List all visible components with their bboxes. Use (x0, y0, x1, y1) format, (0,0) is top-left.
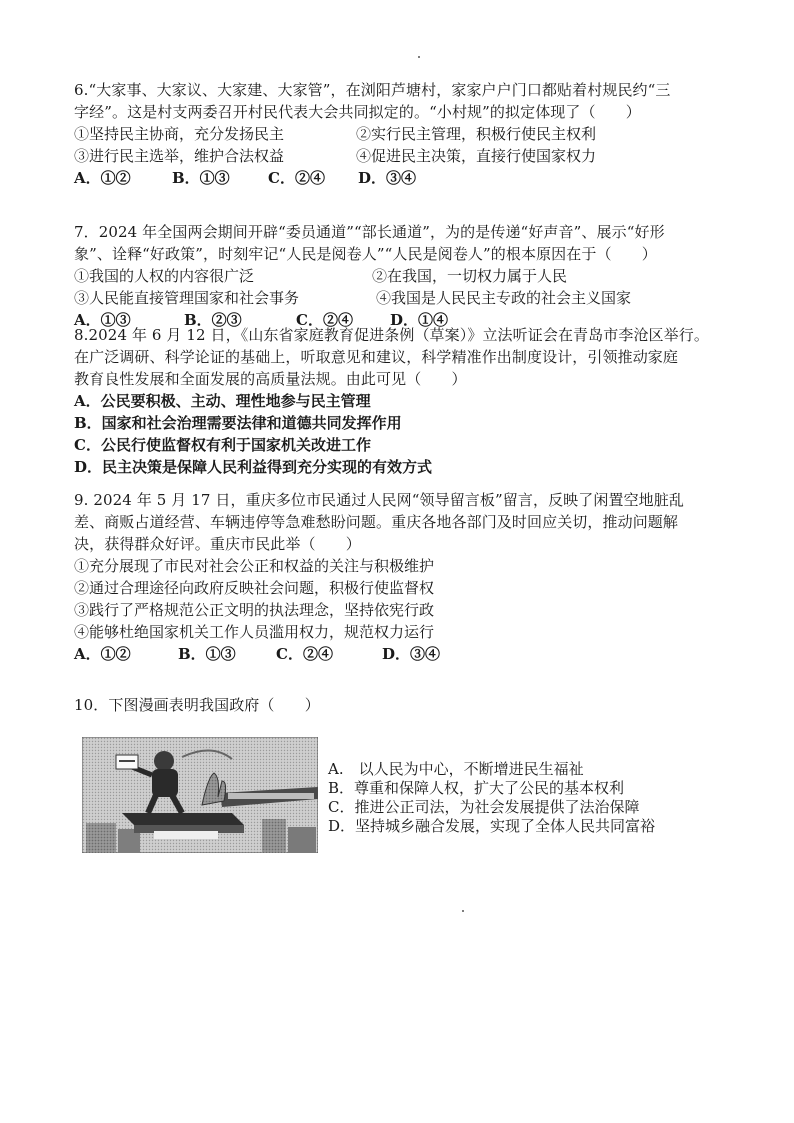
q9-options (74, 643, 734, 665)
cartoon-image (82, 737, 318, 853)
q7-option-b[interactable]: B．②③ (184, 311, 242, 329)
q9-stem-line-1: 9. 2024 年 5 月 17 日，重庆多位市民通过人民网“领导留言板”留言，反映了闲置空地脏乱 (74, 491, 684, 509)
scan-speck (462, 910, 464, 912)
q8-stem-line-2: 在广泛调研、科学论证的基础上，听取意见和建议，科学精准作出制度设计，引领推动家庭 (74, 348, 679, 366)
question-10 (74, 694, 734, 716)
q9-option-d[interactable]: D．③④ (382, 645, 441, 663)
q7-option-c[interactable]: C．②④ (296, 311, 353, 329)
q6-statement-3: ③进行民主选举，维护合法权益 (74, 147, 285, 165)
q7-statement-3: ③人民能直接管理国家和社会事务 (74, 289, 300, 307)
q6-statement-2: ②实行民主管理，积极行使民主权利 (356, 125, 597, 143)
q8-stem-line-1: 8.2024 年 6 月 12 日，《山东省家庭教育促进条例（草案）》立法听证会在青岛市李沧区举行。 (74, 326, 709, 344)
q10-option-d[interactable]: D．坚持城乡融合发展，实现了全体人民共同富裕 (328, 817, 656, 835)
q8-option-a[interactable]: A．公民要积极、主动、理性地参与民主管理 (74, 392, 371, 410)
q8-option-b[interactable]: B．国家和社会治理需要法律和道德共同发挥作用 (74, 414, 402, 432)
q9-stem-line-3: 决，获得群众好评。重庆市民此举（ ） (74, 535, 361, 553)
q7-option-a[interactable]: A．①③ (74, 311, 131, 329)
q6-option-a[interactable]: A．①② (74, 169, 131, 187)
q7-statement-row-1 (74, 265, 734, 287)
q10-option-c[interactable]: C．推进公正司法，为社会发展提供了法治保障 (328, 798, 640, 816)
q6-stem-line-2: 字经”。这是村支两委召开村民代表大会共同拟定的。“小村规”的拟定体现了（ ） (74, 103, 641, 121)
q6-options (74, 167, 734, 189)
q6-statement-1: ①坚持民主协商，充分发扬民主 (74, 125, 285, 143)
q10-stem: 10．下图漫画表明我国政府（ ） (74, 696, 320, 714)
q8-option-d[interactable]: D．民主决策是保障人民利益得到充分实现的有效方式 (74, 458, 433, 476)
q6-option-b[interactable]: B．①③ (172, 169, 230, 187)
q9-statement-3: ③践行了严格规范公正文明的执法理念，坚持依宪行政 (74, 601, 435, 619)
question-8 (74, 324, 734, 478)
q8-stem-line-3: 教育良性发展和全面发展的高质量法规。由此可见（ ） (74, 370, 467, 388)
q7-statement-1: ①我国的人权的内容很广泛 (74, 267, 255, 285)
q7-option-d[interactable]: D．①④ (390, 311, 449, 329)
question-7 (74, 221, 734, 331)
q7-stem-line-2: 象”、诠释“好政策”，时刻牢记“人民是阅卷人”“人民是阅卷人”的根本原因在于（ ） (74, 245, 657, 263)
q7-statement-row-2 (74, 287, 734, 309)
q6-stem-line-1: 6.“大家事、大家议、大家建、大家管”，在浏阳芦塘村，家家户户门口都贴着村规民约“三 (74, 81, 671, 99)
q6-statement-row-1 (74, 123, 734, 145)
q6-option-d[interactable]: D．③④ (358, 169, 417, 187)
q10-options (328, 760, 728, 836)
cartoon-illustration (82, 737, 318, 853)
q9-stem-line-2: 差、商贩占道经营、车辆违停等急难愁盼问题。重庆各地各部门及时回应关切，推动问题解 (74, 513, 679, 531)
question-9 (74, 489, 734, 665)
q6-statement-row-2 (74, 145, 734, 167)
q8-option-c[interactable]: C．公民行使监督权有利于国家机关改进工作 (74, 436, 371, 454)
q6-statement-4: ④促进民主决策，直接行使国家权力 (356, 147, 597, 165)
q7-statement-2: ②在我国，一切权力属于人民 (372, 267, 568, 285)
q9-statement-2: ②通过合理途径向政府反映社会问题，积极行使监督权 (74, 579, 435, 597)
question-6 (74, 79, 734, 189)
q7-stem-line-1: 7．2024 年全国两会期间开辟“委员通道”“部长通道”，为的是传递“好声音”、展示“好形 (74, 223, 665, 241)
scan-speck (418, 56, 420, 58)
q9-option-b[interactable]: B．①③ (178, 645, 236, 663)
q10-option-a[interactable]: A. 以人民为中心，不断增进民生福祉 (328, 760, 584, 778)
q6-option-c[interactable]: C．②④ (268, 169, 325, 187)
q9-statement-1: ①充分展现了市民对社会公正和权益的关注与积极维护 (74, 557, 435, 575)
q9-option-a[interactable]: A．①② (74, 645, 131, 663)
q10-option-b[interactable]: B．尊重和保障人权，扩大了公民的基本权利 (328, 779, 625, 797)
q7-statement-4: ④我国是人民民主专政的社会主义国家 (376, 289, 632, 307)
q9-statement-4: ④能够杜绝国家机关工作人员滥用权力，规范权力运行 (74, 623, 435, 641)
q9-option-c[interactable]: C．②④ (276, 645, 333, 663)
